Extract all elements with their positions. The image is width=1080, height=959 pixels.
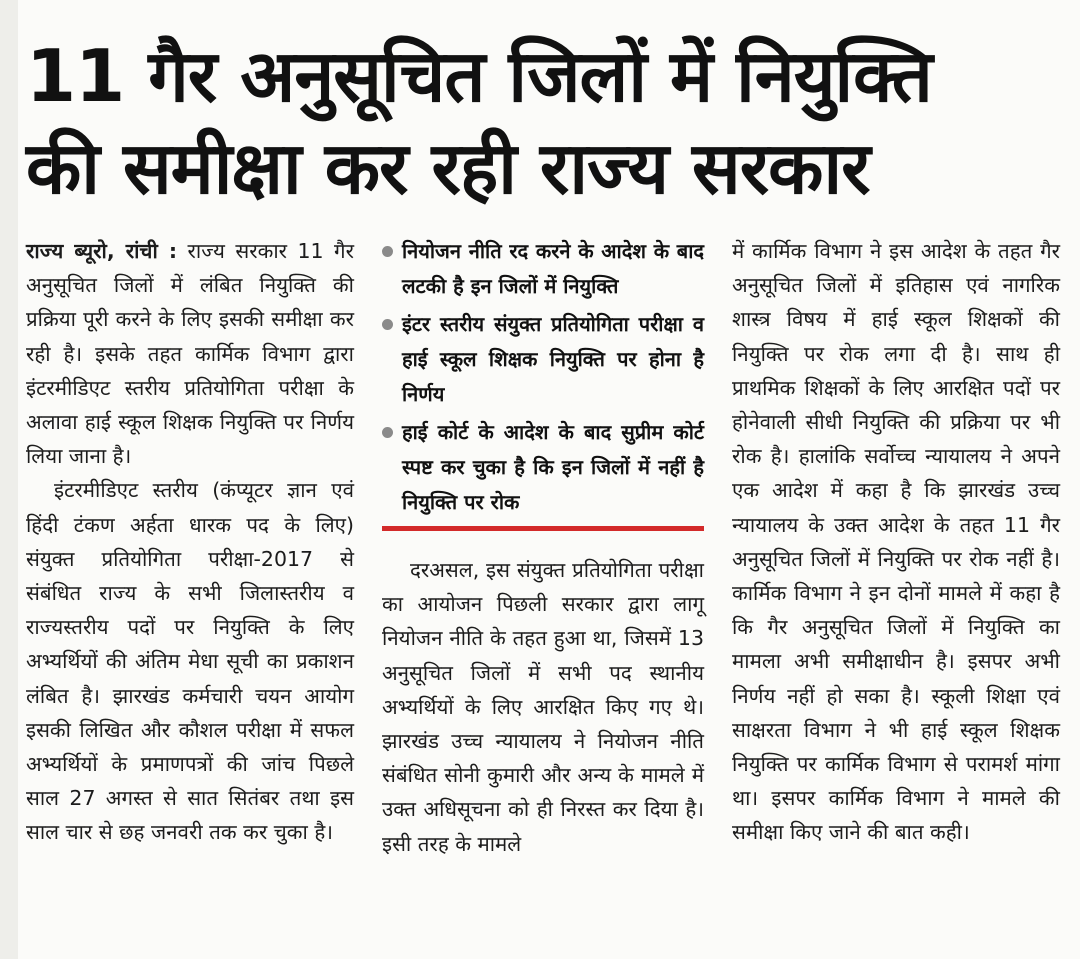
bullet-dot-icon: [382, 246, 393, 257]
red-divider: [382, 526, 704, 531]
bullet-text: इंटर स्तरीय संयुक्त प्रतियोगिता परीक्षा व हाई स्कूल शिक्षक नियुक्ति पर होना है निर्णय: [402, 312, 704, 406]
article-column-2: [382, 234, 704, 861]
highlight-bullets: [382, 234, 704, 520]
headline-line-1: 11 गैर अनुसूचित जिलों में नियुक्ति: [26, 34, 932, 118]
byline: राज्य ब्यूरो, रांची :: [26, 239, 178, 263]
bullet-item: [382, 234, 704, 304]
page-gutter: [0, 0, 18, 959]
bullet-text: नियोजन नीति रद करने के आदेश के बाद लटकी है इन जिलों में नियुक्ति: [402, 239, 704, 298]
article-column-3: [732, 234, 1060, 850]
paragraph-1: [26, 234, 354, 473]
paragraph-4: में कार्मिक विभाग ने इस आदेश के तहत गैर अनुसूचित जिलों में इतिहास एवं नागरिक शास्त्र विषय में हाई स्कूल शिक्षकों की नियुक्ति पर रोक लगा दी है। साथ ही प्राथमिक शिक्षकों के लिए आरक्षित पदों पर होनेवाली सीधी नियुक्ति की प्रक्रिया पर भी रोक है। हालांकि सर्वोच्च न्यायालय ने अपने एक आदेश में कहा है कि झारखंड उच्च न्यायालय के उक्त आदेश के तहत 11 गैर अनुसूचित जिलों में नियुक्ति पर रोक नहीं है। कार्मिक विभाग ने इन दोनों मामले में कहा है कि गैर अनुसूचित जिलों में नियुक्ति का मामला अभी समीक्षाधीन है। इसपर अभी निर्णय नहीं हो सका है। स्कूली शिक्षा एवं साक्षरता विभाग ने भी हाई स्कूल शिक्षक नियुक्ति पर कार्मिक विभाग से परामर्श मांगा था। इसपर कार्मिक विभाग ने मामले की समीक्षा किए जाने की बात कही।: [732, 239, 1060, 845]
headline-line-2: की समीक्षा कर रही राज्य सरकार: [26, 126, 870, 210]
article-column-1: [26, 234, 354, 850]
headline: [26, 30, 1066, 214]
bullet-dot-icon: [382, 427, 393, 438]
paragraph-3: दरअसल, इस संयुक्त प्रतियोगिता परीक्षा का आयोजन पिछली सरकार द्वारा लागू नियोजन नीति के तहत हुआ था, जिसमें 13 अनुसूचित जिलों में सभी पद स्थानीय अभ्यर्थियों के लिए आरक्षित किए गए थे। झारखंड उच्च न्यायालय ने नियोजन नीति संबंधित सोनी कुमारी और अन्य के मामले में उक्त अधिसूचना को ही निरस्त कर दिया है। इसी तरह के मामले: [382, 558, 704, 856]
paragraph-2: इंटरमीडिएट स्तरीय (कंप्यूटर ज्ञान एवं हिंदी टंकण अर्हता धारक पद के लिए) संयुक्त प्रतियोगिता परीक्षा-2017 से संबंधित राज्य के सभी जिलास्तरीय व राज्यस्तरीय पदों पर नियुक्ति के लिए अभ्यर्थियों की अंतिम मेधा सूची का प्रकाशन लंबित है। झारखंड कर्मचारी चयन आयोग इसकी लिखित और कौशल परीक्षा में सफल अभ्यर्थियों के प्रमाणपत्रों की जांच पिछले साल 27 अगस्त से सात सितंबर तथा इस साल चार से छह जनवरी तक कर चुका है।: [26, 478, 354, 845]
bullet-text: हाई कोर्ट के आदेश के बाद सुप्रीम कोर्ट स्पष्ट कर चुका है कि इन जिलों में नहीं है नियुक्ति पर रोक: [402, 420, 704, 514]
bullet-item: [382, 415, 704, 520]
bullet-dot-icon: [382, 319, 393, 330]
paragraph-1-text: राज्य सरकार 11 गैर अनुसूचित जिलों में लंबित नियुक्ति की प्रक्रिया पूरी करने के लिए इसकी समीक्षा कर रही है। इसके तहत कार्मिक विभाग द्वारा इंटरमीडिएट स्तरीय प्रतियोगिता परीक्षा के अलावा हाई स्कूल शिक्षक नियुक्ति पर निर्णय लिया जाना है।: [26, 239, 354, 469]
bullet-item: [382, 307, 704, 412]
